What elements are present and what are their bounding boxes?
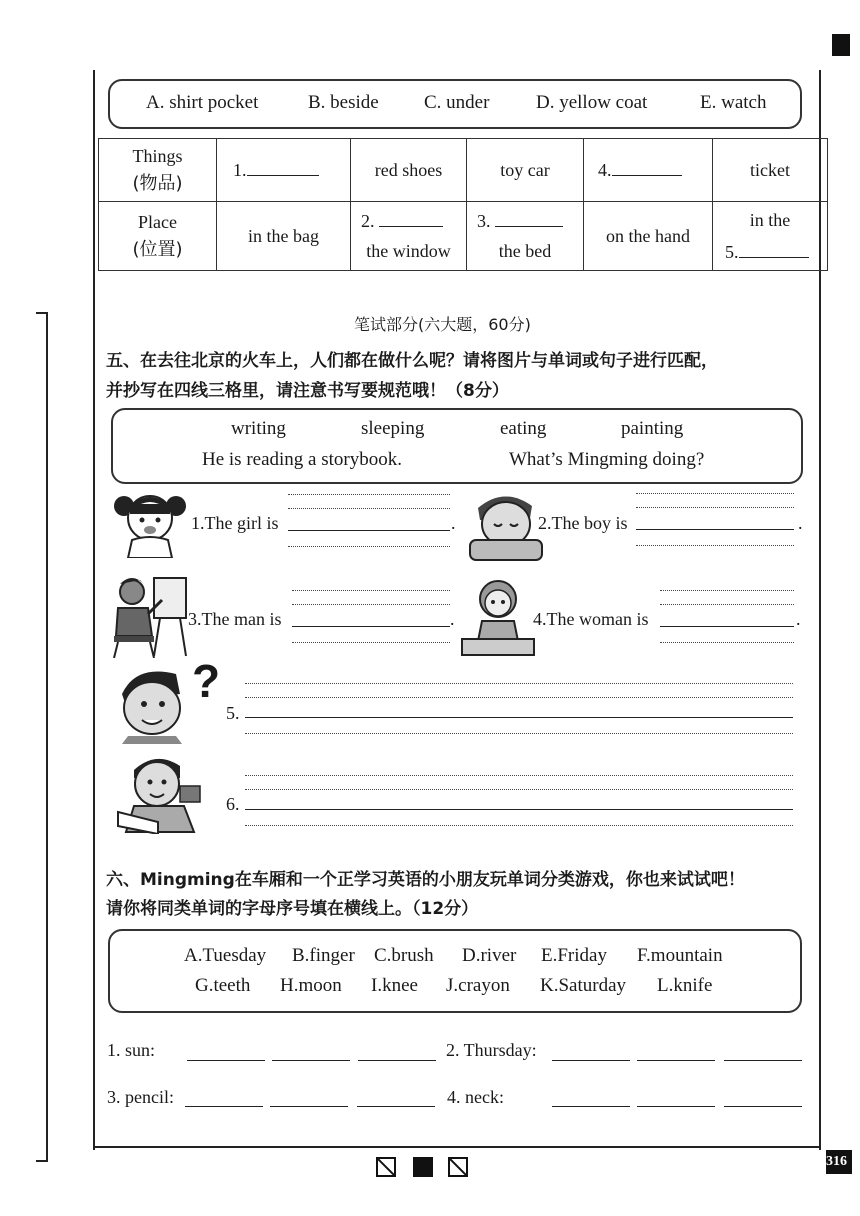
word-l: L.knife (657, 975, 713, 996)
answer-blank-3[interactable] (495, 226, 563, 227)
girl-eating-picture (110, 490, 190, 558)
options-box (108, 79, 802, 129)
question-1-label: 1. sun: (107, 1040, 156, 1060)
question-3-label: 3. pencil: (107, 1087, 174, 1107)
corner-registration-mark (832, 34, 850, 56)
word-f: F.mountain (637, 945, 723, 966)
question-3-blank-2[interactable] (270, 1106, 348, 1107)
word-c: C.brush (374, 945, 434, 966)
question-4-blank-3[interactable] (724, 1106, 802, 1107)
things-header-cn: (物品) (132, 173, 183, 194)
item-1-period: . (451, 513, 456, 533)
item-3-prompt: 3.The man is (188, 609, 282, 629)
place-2-label: 2. (361, 211, 375, 231)
boy-reading-picture (114, 750, 204, 834)
item-1-writing-lines[interactable] (288, 494, 450, 548)
option-d: D. yellow coat (536, 92, 648, 113)
item-2-writing-lines[interactable] (636, 493, 794, 547)
word-eating: eating (500, 418, 547, 439)
question-2-label: 2. Thursday: (446, 1040, 537, 1060)
item-4-prompt: 4.The woman is (533, 609, 649, 629)
option-c: C. under (424, 92, 490, 113)
things-4-label: 4. (598, 159, 612, 180)
things-cell-1[interactable] (217, 139, 351, 202)
section5-word-bank (111, 408, 803, 484)
item-3-period: . (450, 609, 455, 629)
sentence-reading: He is reading a storybook. (202, 449, 402, 470)
question-3-blank-3[interactable] (357, 1106, 435, 1107)
item-1-prompt: 1.The girl is (191, 513, 279, 533)
question-4-label: 4. neck: (447, 1087, 504, 1107)
item-6-writing-lines[interactable] (245, 775, 793, 827)
answer-blank-2[interactable] (379, 226, 443, 227)
question-4-blank-2[interactable] (637, 1106, 715, 1107)
place-5-text: in the (749, 210, 791, 230)
question-1-blank-3[interactable] (358, 1060, 436, 1061)
item-6-label: 6. (226, 794, 240, 814)
section6-title-line1: 六、Mingming在车厢和一个正学习英语的小朋友玩单词分类游戏，你也来试试吧！ (106, 870, 745, 890)
option-a: A. shirt pocket (146, 92, 259, 113)
item-5-writing-lines[interactable] (245, 683, 793, 735)
section5-title-line1: 五、在去往北京的火车上，人们都在做什么呢？请将图片与单词或句子进行匹配， (106, 351, 718, 371)
section6-title-line2: 请你将同类单词的字母序号填在横线上。（12分） (106, 899, 479, 919)
word-i: I.knee (371, 975, 418, 996)
binding-bracket (36, 312, 48, 1162)
word-painting: painting (621, 418, 684, 439)
question-1-blank-2[interactable] (272, 1060, 350, 1061)
word-e: E.Friday (541, 945, 607, 966)
word-d: D.river (462, 945, 517, 966)
boy-sleeping-picture (468, 488, 544, 562)
word-j: J.crayon (446, 975, 510, 996)
item-5-label: 5. (226, 703, 240, 723)
word-writing: writing (231, 418, 286, 439)
option-b: B. beside (308, 92, 379, 113)
things-place-table (98, 138, 828, 271)
word-k: K.Saturday (540, 975, 627, 996)
word-g: G.teeth (195, 975, 251, 996)
place-cell-2[interactable] (351, 202, 467, 271)
item-2-prompt: 2.The boy is (538, 513, 628, 533)
word-a: A.Tuesday (184, 945, 267, 966)
registration-mark-center (413, 1157, 433, 1177)
man-painting-picture (110, 574, 190, 658)
place-cell-4: on the hand (584, 202, 713, 271)
things-1-label: 1. (233, 159, 247, 180)
place-2-text: the window (366, 241, 451, 261)
word-sleeping: sleeping (361, 418, 425, 439)
section5-title-line2: 并抄写在四线三格里，请注意书写要规范哦！（8分） (106, 381, 509, 401)
question-1-blank-1[interactable] (187, 1060, 265, 1061)
answer-blank-1[interactable] (247, 175, 319, 176)
place-cell-3[interactable] (467, 202, 584, 271)
registration-mark-left (376, 1157, 396, 1177)
item-2-period: . (798, 513, 803, 533)
place-3-label: 3. (477, 211, 491, 231)
question-3-blank-1[interactable] (185, 1106, 263, 1107)
question-mark-icon: ? (192, 655, 221, 707)
place-header-en: Place (138, 212, 177, 232)
things-cell-2: red shoes (351, 139, 467, 202)
place-header-cn: (位置) (132, 239, 183, 260)
things-cell-5: ticket (713, 139, 828, 202)
item-3-writing-lines[interactable] (292, 590, 450, 644)
question-2-blank-2[interactable] (637, 1060, 715, 1061)
option-e: E. watch (700, 92, 767, 113)
woman-writing-picture (460, 577, 536, 657)
place-cell-1: in the bag (217, 202, 351, 271)
things-cell-3: toy car (467, 139, 584, 202)
things-header-en: Things (132, 146, 183, 166)
question-4-blank-1[interactable] (552, 1106, 630, 1107)
page-frame-bottom (93, 1146, 819, 1148)
word-b: B.finger (292, 945, 355, 966)
answer-blank-5[interactable] (739, 257, 809, 258)
item-4-period: . (796, 609, 801, 629)
item-4-writing-lines[interactable] (660, 590, 794, 644)
sentence-question: What’s Mingming doing? (509, 449, 705, 470)
place-3-text: the bed (498, 241, 552, 261)
written-part-title: 笔试部分(六大题，60分) (354, 315, 531, 334)
word-h: H.moon (280, 975, 342, 996)
place-5-label: 5. (725, 242, 739, 262)
things-header (99, 139, 217, 202)
answer-blank-4[interactable] (612, 175, 682, 176)
things-cell-4[interactable] (584, 139, 713, 202)
registration-mark-right (448, 1157, 468, 1177)
page-number: 316 (826, 1150, 852, 1174)
section6-word-bank (108, 929, 802, 1013)
mingming-question-picture (116, 664, 196, 744)
question-2-blank-3[interactable] (724, 1060, 802, 1061)
place-header (99, 202, 217, 271)
question-2-blank-1[interactable] (552, 1060, 630, 1061)
place-cell-5[interactable] (713, 202, 828, 271)
